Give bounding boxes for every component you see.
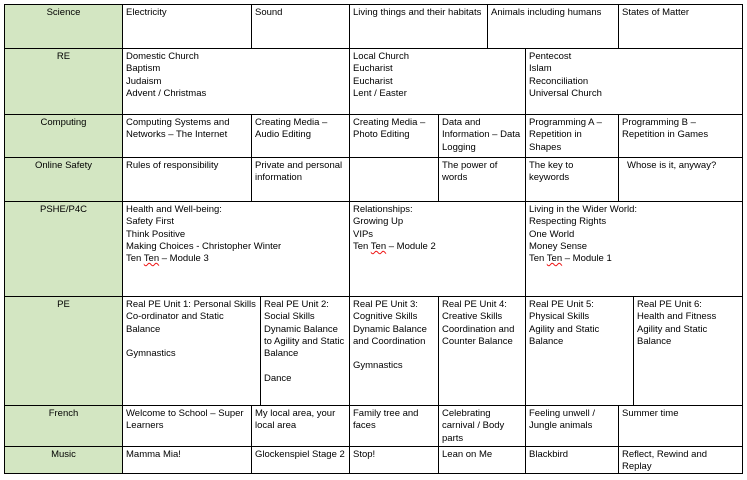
re-pentecost: Pentecost Islam Reconciliation Universal Church bbox=[526, 49, 742, 115]
online-private-info: Private and personal information bbox=[252, 158, 350, 202]
online-power-of-words: The power of words bbox=[439, 158, 526, 202]
french-feeling-unwell: Feeling unwell / Jungle animals bbox=[526, 406, 619, 447]
subject-science: Science bbox=[5, 5, 123, 49]
pshe-relationships: Relationships: Growing Up VIPs Ten Ten – Module 2 bbox=[350, 202, 526, 297]
curriculum-table bbox=[4, 4, 743, 474]
pe-unit-2: Real PE Unit 2: Social Skills Dynamic Balance to Agility and Static Balance Dance bbox=[261, 297, 350, 406]
pe-unit-6: Real PE Unit 6: Health and Fitness Agility and Static Balance bbox=[634, 297, 742, 406]
tenten-3: Ten Ten – Module 1 bbox=[529, 253, 612, 265]
computing-photo-editing: Creating Media – Photo Editing bbox=[350, 115, 439, 158]
computing-programming-a: Programming A – Repetition in Shapes bbox=[526, 115, 619, 158]
tenten-1: Ten Ten – Module 3 bbox=[126, 253, 209, 265]
science-electricity: Electricity bbox=[123, 5, 252, 49]
online-whose-is-it: Whose is it, anyway? bbox=[619, 158, 742, 202]
music-stop: Stop! bbox=[350, 447, 439, 473]
subject-music: Music bbox=[5, 447, 123, 473]
subject-online-safety: Online Safety bbox=[5, 158, 123, 202]
subject-re: RE bbox=[5, 49, 123, 115]
music-mamma-mia: Mamma Mia! bbox=[123, 447, 252, 473]
subject-pshe: PSHE/P4C bbox=[5, 202, 123, 297]
re-local-church: Local Church Eucharist Eucharist Lent / Easter bbox=[350, 49, 526, 115]
pe-unit-3: Real PE Unit 3: Cognitive Skills Dynamic Balance and Coordination Gymnastics bbox=[350, 297, 439, 406]
tenten-2: Ten Ten – Module 2 bbox=[353, 240, 436, 252]
pe-unit-4: Real PE Unit 4: Creative Skills Coordination and Counter Balance bbox=[439, 297, 526, 406]
subject-pe: PE bbox=[5, 297, 123, 406]
pshe-wider-world: Living in the Wider World: Respecting Rights One World Money Sense Ten Ten – Module 1 bbox=[526, 202, 742, 297]
subject-french: French bbox=[5, 406, 123, 447]
computing-data-logging: Data and Information – Data Logging bbox=[439, 115, 526, 158]
pshe-health-wellbeing: Health and Well-being: Safety First Think Positive Making Choices - Christopher Winter Ten Ten – Module 3 bbox=[123, 202, 350, 297]
science-sound: Sound bbox=[252, 5, 350, 49]
music-reflect-rewind: Reflect, Rewind and Replay bbox=[622, 449, 708, 473]
pe-unit-5: Real PE Unit 5: Physical Skills Agility and Static Balance bbox=[526, 297, 634, 406]
science-states-of-matter: States of Matter bbox=[619, 5, 742, 49]
french-local-area: My local area, your local area bbox=[252, 406, 350, 447]
french-carnival: Celebrating carnival / Body parts bbox=[439, 406, 526, 447]
science-animals: Animals including humans bbox=[488, 5, 619, 49]
french-summer-time: Summer time bbox=[619, 406, 742, 447]
music-lean-on-me: Lean on Me bbox=[439, 447, 526, 473]
computing-programming-b: Programming B – Repetition in Games bbox=[619, 115, 742, 158]
computing-audio-editing: Creating Media – Audio Editing bbox=[252, 115, 350, 158]
french-family-tree: Family tree and faces bbox=[350, 406, 439, 447]
online-rules: Rules of responsibility bbox=[123, 158, 252, 202]
online-keywords: The key to keywords bbox=[526, 158, 619, 202]
re-domestic-church: Domestic Church Baptism Judaism Advent / Christmas bbox=[123, 49, 350, 115]
subject-computing: Computing bbox=[5, 115, 123, 158]
online-empty bbox=[350, 158, 439, 202]
science-living-things: Living things and their habitats bbox=[350, 5, 488, 49]
music-blackbird: Blackbird bbox=[526, 447, 619, 473]
pe-unit-1: Real PE Unit 1: Personal Skills Co-ordinator and Static Balance Gymnastics bbox=[123, 297, 261, 406]
music-glockenspiel: Glockenspiel Stage 2 bbox=[252, 447, 350, 473]
french-welcome: Welcome to School – Super Learners bbox=[123, 406, 252, 447]
computing-systems-networks: Computing Systems and Networks – The Internet bbox=[123, 115, 252, 158]
